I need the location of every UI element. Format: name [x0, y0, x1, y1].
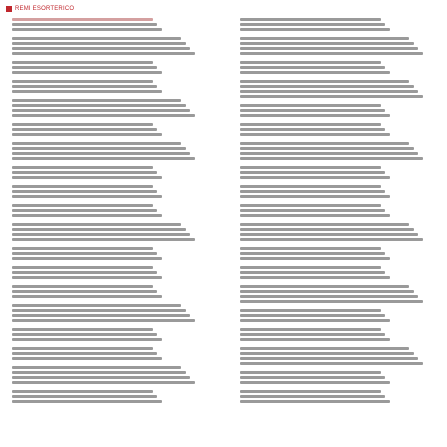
illegible-text-line — [12, 390, 153, 393]
illegible-text-line — [12, 128, 157, 131]
illegible-text-line — [240, 223, 409, 226]
illegible-text-line — [240, 247, 381, 250]
illegible-text-line — [12, 395, 157, 398]
illegible-text-line — [12, 357, 162, 360]
index-entry — [12, 326, 232, 343]
illegible-text-line — [240, 90, 418, 93]
index-entry — [12, 302, 232, 324]
illegible-text-line — [12, 66, 157, 69]
illegible-text-line — [12, 319, 195, 322]
illegible-text-line — [12, 104, 186, 107]
illegible-text-line — [240, 309, 381, 312]
illegible-text-line — [240, 166, 381, 169]
illegible-text-line — [240, 95, 423, 98]
illegible-text-line — [240, 252, 385, 255]
publisher-name: REMI ESORTERICO — [15, 5, 75, 12]
index-entry — [240, 245, 447, 262]
index-entry — [240, 183, 447, 200]
illegible-text-line — [12, 371, 186, 374]
illegible-text-line — [12, 90, 162, 93]
index-entry — [12, 35, 232, 57]
index-entry — [12, 264, 232, 281]
index-entry — [12, 121, 232, 138]
publisher-logo-icon — [6, 6, 12, 12]
illegible-text-line — [12, 204, 153, 207]
illegible-text-line — [240, 185, 381, 188]
index-entry — [12, 388, 232, 405]
illegible-text-line — [240, 28, 390, 31]
illegible-text-line — [240, 37, 409, 40]
illegible-text-line — [240, 47, 418, 50]
index-column-right — [240, 16, 447, 407]
illegible-text-line — [240, 104, 381, 107]
illegible-text-line — [12, 61, 153, 64]
illegible-text-line — [12, 190, 157, 193]
illegible-text-line — [240, 85, 414, 88]
illegible-text-line — [240, 214, 390, 217]
index-entry — [12, 221, 232, 243]
illegible-text-line — [12, 309, 186, 312]
illegible-text-line — [12, 285, 153, 288]
illegible-text-line — [240, 271, 385, 274]
illegible-text-line — [240, 338, 390, 341]
illegible-text-line — [240, 319, 390, 322]
illegible-text-line — [240, 190, 385, 193]
illegible-text-line — [12, 228, 186, 231]
index-column-left — [12, 16, 232, 407]
index-entry — [12, 202, 232, 219]
index-entry — [240, 326, 447, 343]
illegible-text-line — [240, 195, 390, 198]
illegible-text-line — [12, 376, 190, 379]
illegible-text-line — [12, 152, 190, 155]
illegible-text-line — [12, 47, 190, 50]
illegible-text-line — [240, 400, 390, 403]
illegible-text-line — [240, 314, 385, 317]
index-entry — [240, 369, 447, 386]
illegible-text-line — [240, 52, 423, 55]
illegible-text-line — [12, 304, 181, 307]
illegible-text-line — [240, 204, 381, 207]
illegible-text-line — [240, 362, 423, 365]
index-entry — [240, 345, 447, 367]
illegible-text-line — [12, 233, 190, 236]
index-entry — [12, 283, 232, 300]
illegible-text-line — [12, 266, 153, 269]
illegible-text-line — [240, 333, 385, 336]
illegible-text-line — [240, 123, 381, 126]
publisher-mark — [6, 4, 74, 13]
illegible-text-line — [240, 18, 381, 21]
illegible-text-line — [12, 52, 195, 55]
illegible-text-line — [12, 290, 157, 293]
illegible-text-line — [240, 147, 414, 150]
index-entry — [240, 221, 447, 243]
illegible-text-line — [12, 352, 157, 355]
index-entry — [12, 245, 232, 262]
illegible-text-line — [240, 23, 385, 26]
illegible-text-line — [12, 18, 153, 21]
illegible-text-line — [12, 223, 181, 226]
illegible-text-line — [12, 157, 195, 160]
illegible-text-line — [12, 28, 162, 31]
illegible-text-line — [240, 395, 385, 398]
illegible-text-line — [12, 366, 181, 369]
index-entry — [240, 78, 447, 100]
illegible-text-line — [240, 157, 423, 160]
illegible-text-line — [240, 61, 381, 64]
index-entry — [12, 345, 232, 362]
illegible-text-line — [240, 42, 414, 45]
illegible-text-line — [12, 147, 186, 150]
index-entry — [240, 283, 447, 305]
illegible-text-line — [240, 71, 390, 74]
illegible-text-line — [12, 195, 162, 198]
illegible-text-line — [240, 266, 381, 269]
index-entry — [240, 388, 447, 405]
illegible-text-line — [240, 80, 409, 83]
index-entry — [12, 16, 232, 33]
illegible-text-line — [240, 238, 423, 241]
illegible-text-line — [240, 347, 409, 350]
illegible-text-line — [240, 171, 385, 174]
illegible-text-line — [12, 114, 195, 117]
illegible-text-line — [240, 133, 390, 136]
illegible-text-line — [12, 257, 162, 260]
index-entry — [12, 164, 232, 181]
index-entry — [240, 307, 447, 324]
illegible-text-line — [12, 381, 195, 384]
illegible-text-line — [240, 66, 385, 69]
index-entry — [12, 97, 232, 119]
index-entry — [240, 121, 447, 138]
illegible-text-line — [12, 314, 190, 317]
illegible-text-line — [12, 185, 153, 188]
illegible-text-line — [240, 233, 418, 236]
index-entry — [240, 264, 447, 281]
index-entry — [12, 183, 232, 200]
illegible-text-line — [12, 276, 162, 279]
index-entry — [240, 59, 447, 76]
illegible-text-line — [240, 209, 385, 212]
illegible-text-line — [240, 152, 418, 155]
illegible-text-line — [240, 114, 390, 117]
index-entry — [12, 140, 232, 162]
illegible-text-line — [12, 400, 162, 403]
illegible-text-line — [12, 238, 195, 241]
illegible-text-line — [12, 109, 190, 112]
illegible-text-line — [240, 371, 381, 374]
index-entry — [12, 59, 232, 76]
illegible-text-line — [12, 271, 157, 274]
illegible-text-line — [12, 333, 157, 336]
illegible-text-line — [12, 176, 162, 179]
illegible-text-line — [12, 338, 162, 341]
illegible-text-line — [12, 171, 157, 174]
illegible-text-line — [12, 37, 181, 40]
illegible-text-line — [240, 276, 390, 279]
illegible-text-line — [12, 166, 153, 169]
illegible-text-line — [12, 142, 181, 145]
index-entry — [240, 164, 447, 181]
index-entry — [240, 140, 447, 162]
illegible-text-line — [12, 209, 157, 212]
index-entry — [12, 364, 232, 386]
illegible-text-line — [240, 228, 414, 231]
illegible-text-line — [240, 257, 390, 260]
index-entry — [240, 102, 447, 119]
index-entry — [240, 35, 447, 57]
illegible-text-line — [240, 176, 390, 179]
illegible-text-line — [12, 123, 153, 126]
illegible-text-line — [240, 128, 385, 131]
illegible-text-line — [12, 214, 162, 217]
illegible-text-line — [240, 142, 409, 145]
illegible-text-line — [240, 352, 414, 355]
illegible-text-line — [12, 23, 157, 26]
illegible-text-line — [240, 295, 418, 298]
illegible-text-line — [12, 133, 162, 136]
index-entry — [12, 78, 232, 95]
illegible-text-line — [12, 71, 162, 74]
illegible-text-line — [240, 285, 409, 288]
illegible-text-line — [240, 390, 381, 393]
illegible-text-line — [12, 295, 162, 298]
illegible-text-line — [240, 300, 423, 303]
illegible-text-line — [12, 247, 153, 250]
illegible-text-line — [240, 357, 418, 360]
illegible-text-line — [240, 290, 414, 293]
illegible-text-line — [12, 42, 186, 45]
illegible-text-line — [12, 328, 153, 331]
index-entry — [240, 16, 447, 33]
illegible-text-line — [12, 99, 181, 102]
illegible-text-line — [240, 376, 385, 379]
index-entry — [240, 202, 447, 219]
illegible-text-line — [12, 252, 157, 255]
illegible-text-line — [12, 347, 153, 350]
illegible-text-line — [240, 328, 381, 331]
illegible-text-line — [12, 85, 157, 88]
illegible-text-line — [240, 109, 385, 112]
illegible-text-line — [240, 381, 390, 384]
illegible-text-line — [12, 80, 153, 83]
